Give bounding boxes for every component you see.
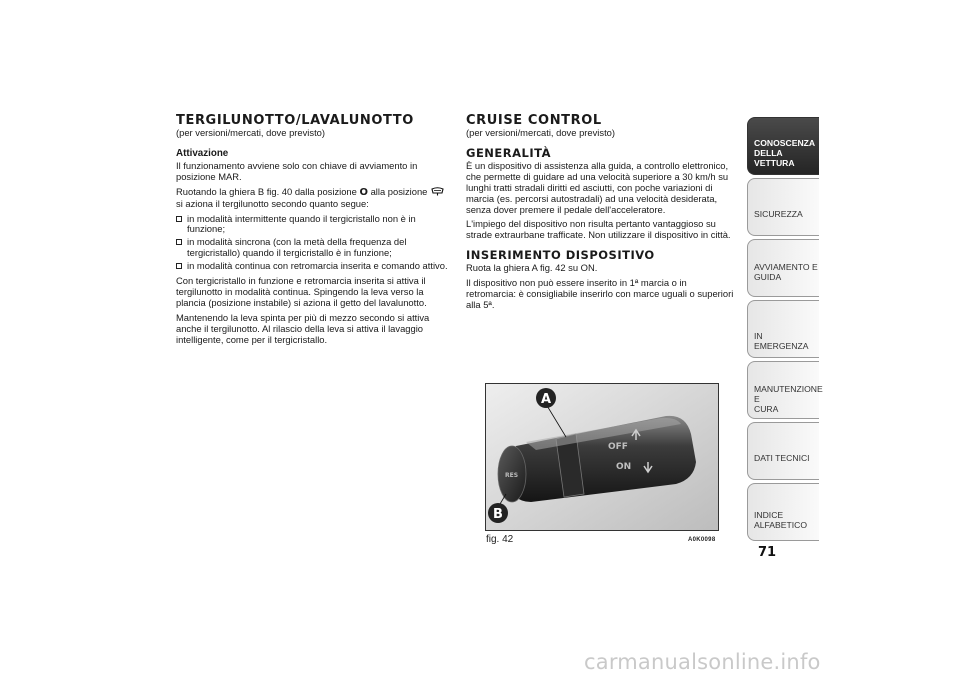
- figure-caption: fig. 42: [486, 534, 514, 545]
- tab-conoscenza-vettura[interactable]: [747, 117, 819, 175]
- off-marking: OFF: [608, 442, 628, 452]
- callout-a-label: A: [540, 392, 552, 407]
- tab-label: MANUTENZIONE E: [754, 384, 823, 404]
- left-column: [176, 114, 452, 350]
- list-item: in modalità intermittente quando il tergicristallo non è in funzione;: [176, 214, 452, 236]
- tab-label: GUIDA: [754, 272, 782, 282]
- paragraph-with-symbols: [176, 187, 452, 210]
- paragraph-text: si aziona il tergilunotto secondo quanto segue:: [176, 197, 369, 209]
- tab-label: DELLA VETTURA: [754, 148, 795, 168]
- tab-in-emergenza[interactable]: [747, 300, 819, 358]
- paragraph: Mantenendo la leva spinta per più di mezzo secondo si attiva anche il tergilunotto. Al rilascio della leva si attiva il lavaggio intelligente, come per il tergicristallo.: [176, 311, 430, 345]
- section-title-tergilunotto: TERGILUNOTTO/LAVALUNOTTO: [176, 113, 414, 128]
- subheading-attivazione: Attivazione: [176, 147, 229, 159]
- tab-manutenzione-cura[interactable]: [747, 361, 823, 419]
- tab-label: CONOSCENZA: [754, 138, 816, 148]
- subheading-inserimento: INSERIMENTO DISPOSITIVO: [466, 248, 655, 263]
- lever-illustration: [486, 384, 718, 530]
- tab-label: IN EMERGENZA: [754, 331, 809, 351]
- section-title-cruise-control: CRUISE CONTROL: [466, 113, 602, 128]
- figure-cruise-lever: [485, 383, 719, 531]
- tab-label: CURA: [754, 404, 779, 414]
- tab-label: SICUREZZA: [754, 209, 803, 219]
- subheading-generalita: GENERALITÀ: [466, 145, 551, 160]
- page-number: 71: [758, 545, 777, 560]
- paragraph: È un dispositivo di assistenza alla guida, a controllo elettronico, che permette di guidare ad una velocità superiore a 30 km/h su lunghi tratti stradali diritti ed asciutti, con poche variazioni di marcia (es. percorsi autostradali) ad una velocità desiderata, senza dover premere il pedale dell'acceleratore.: [466, 159, 729, 215]
- right-column: [466, 114, 738, 315]
- section-note: (per versioni/mercati, dove previsto): [176, 127, 326, 138]
- figure-code: A0K0098: [688, 537, 716, 543]
- paragraph-text: Ruotando la ghiera B fig. 40 dalla posizione: [176, 185, 360, 197]
- res-marking: RES: [505, 472, 519, 479]
- tab-label: DATI TECNICI: [754, 453, 810, 463]
- paragraph: Con tergicristallo in funzione e retromarcia inserita si attiva il tergilunotto in modalità continua. Spingendo la leva verso la plancia (posizione instabile) si aziona il getto del lavalunotto.: [176, 275, 427, 308]
- tab-indice-alfabetico[interactable]: [747, 483, 819, 541]
- tab-dati-tecnici[interactable]: [747, 422, 819, 480]
- rear-wiper-icon: [431, 187, 444, 199]
- paragraph: Il funzionamento avviene solo con chiave di avviamento in posizione MAR.: [176, 159, 418, 182]
- tab-sicurezza[interactable]: [747, 178, 819, 236]
- chapter-sidebar: [747, 117, 823, 545]
- tab-label: INDICE ALFABETICO: [754, 510, 808, 530]
- list-item: in modalità continua con retromarcia inserita e comando attivo.: [176, 261, 452, 272]
- position-o-symbol: O: [359, 186, 368, 198]
- tab-label: AVVIAMENTO E: [754, 262, 818, 272]
- callout-b-label: B: [493, 507, 503, 522]
- on-marking: ON: [616, 462, 632, 472]
- section-note: (per versioni/mercati, dove previsto): [466, 127, 616, 138]
- paragraph: Ruota la ghiera A fig. 42 su ON.: [466, 262, 598, 274]
- mode-list: [176, 214, 452, 273]
- tab-avviamento-guida[interactable]: [747, 239, 819, 297]
- paragraph: L'impiego del dispositivo non risulta pertanto vantaggioso su strade extraurbane trafficate. Non utilizzare il dispositivo in città.: [466, 218, 731, 241]
- watermark: carmanualsonline.info: [584, 650, 821, 674]
- paragraph-text: alla posizione: [367, 185, 431, 197]
- list-item: in modalità sincrona (con la metà della frequenza del tergicristallo) quando il tergicristallo è in funzione;: [176, 237, 452, 259]
- paragraph: Il dispositivo non può essere inserito in 1ª marcia o in retromarcia: è consigliabile inserirlo con marce uguali o superiori alla 5ª.: [466, 277, 734, 310]
